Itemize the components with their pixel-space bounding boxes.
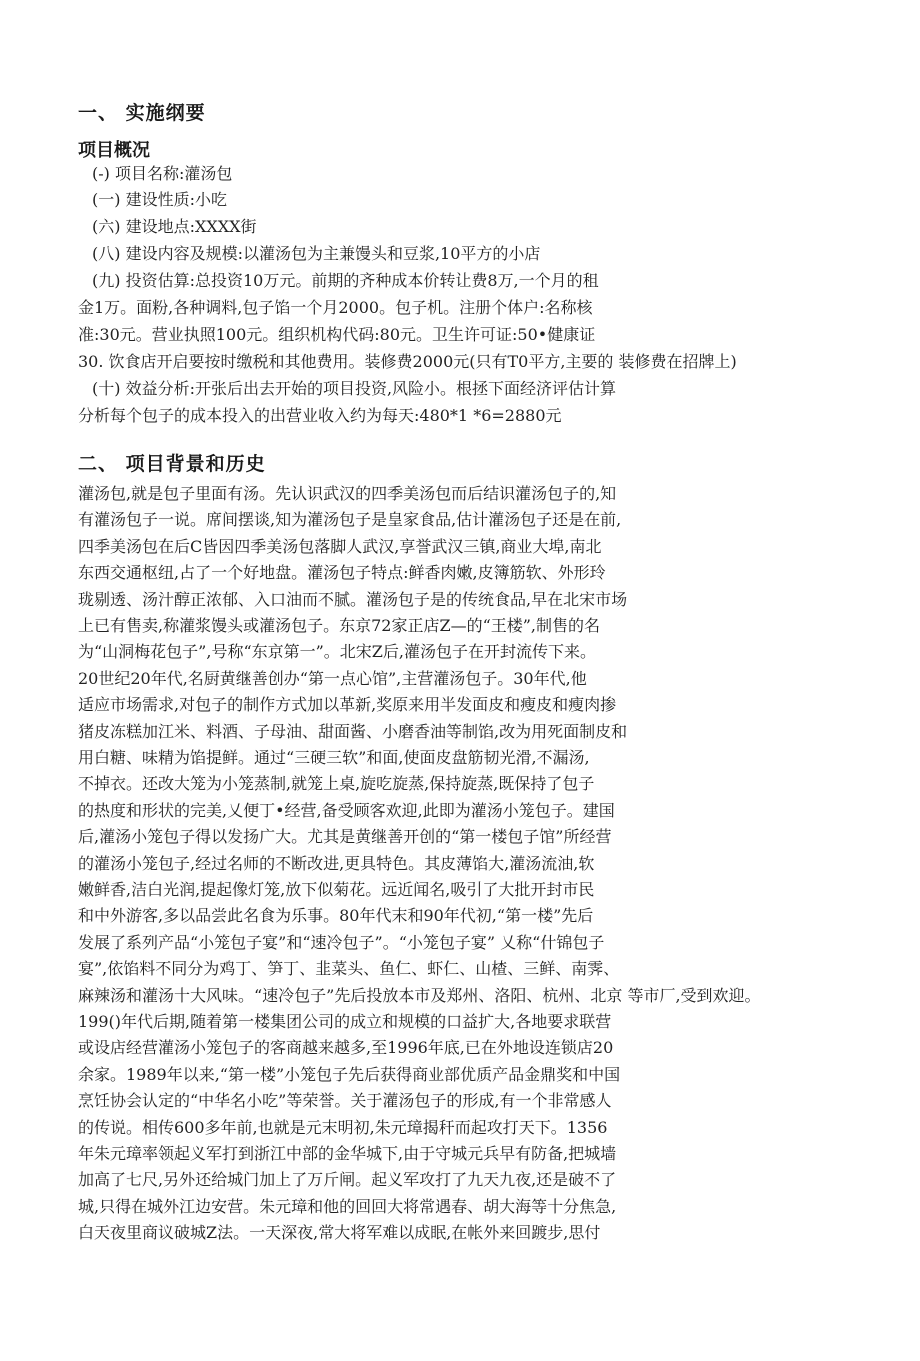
history-line: 用白糖、味精为馅提鲜。通过“三硬三软”和面,使面皮盘筋韧光滑,不漏汤, (78, 748, 590, 767)
history-line: 余家。1989年以来,“第一楼”小笼包子先后获得商业部优质产品金鼎奖和中国 (78, 1064, 621, 1084)
history-line: 年朱元璋率领起义军打到浙江中部的金华城下,由于守城元兵早有防备,把城墙 (78, 1144, 617, 1163)
history-line: 城,只得在城外江边安营。朱元璋和他的回回大将常遇春、胡大海等十分焦急, (78, 1196, 617, 1216)
history-line: 不掉衣。还改大笼为小笼蒸制,就笼上桌,旋吃旋蒸,保持旋蒸,既保持了包子 (78, 774, 595, 794)
history-line: 的灌汤小笼包子,经过名师的不断改进,更具特色。其皮薄馅大,灌汤流油,软 (78, 853, 595, 873)
section1-heading: 一、 实施纲要 (78, 102, 206, 124)
overview-item: (十) 效益分析:开张后出去开始的项目投资,风险小。根拯下面经济评估计算 (92, 379, 617, 398)
overview-item: (九) 投资估算:总投资10万元。前期的齐种成本价转让费8万,一个月的租 (92, 271, 599, 290)
history-line: 嫩鲜香,洁白光润,提起像灯笼,放下似菊花。远近闻名,吸引了大批开封市民 (78, 880, 595, 899)
history-line: 和中外游客,多以品尝此名食为乐事。80年代末和90年代初,“第一楼”先后 (78, 906, 594, 926)
history-line: 灌汤包,就是包子里面有汤。先认识武汉的四季美汤包而后结识灌汤包子的,知 (78, 484, 617, 503)
history-line: 或设店经营灌汤小笼包子的客商越来越多,至1996年底,已在外地设连锁店20 (78, 1038, 614, 1058)
overview-item: (-) 项目名称:灌汤包 (92, 164, 233, 183)
history-line: 199()年代后期,随着第一楼集团公司的成立和规模的口益扩大,各地要求联营 (78, 1012, 612, 1031)
history-line: 猪皮冻糕加江米、料酒、子母油、甜面酱、小磨香油等制馅,改为用死面制皮和 (78, 721, 628, 741)
history-line: 白天夜里商议破城Z法。一天深夜,常大将军难以成眠,在帐外来回踱步,思付 (78, 1223, 601, 1243)
history-line: 上已有售卖,称灌浆馒头或灌汤包子。东京72家正店Z—的“王楼”,制售的名 (78, 616, 601, 635)
overview-item: (六) 建设地点:XXXX街 (92, 217, 257, 236)
history-line: 烹饪协会认定的“中华名小吃”等荣誉。关于灌汤包子的形成,有一个非常感人 (78, 1091, 612, 1111)
overview-item: 分析每个包子的成本投入的出营业收入约为每天:480*1 *6=2880元 (78, 406, 562, 425)
history-line: 发展了系列产品“小笼包子宴”和“速冷包子”。“小笼包子宴” 乂称“什锦包子 (78, 932, 605, 952)
overview-item: (一) 建设性质:小吃 (92, 190, 227, 209)
overview-item: (八) 建设内容及规模:以灌汤包为主兼馒头和豆浆,10平方的小店 (92, 244, 541, 263)
history-line: 后,灌汤小笼包子得以发扬广大。尤其是黄继善开创的“第一楼包子馆”所经营 (78, 827, 612, 847)
overview-item: 金1万。面粉,各种调料,包子馅一个月2000。包子机。注册个体户:名称核 (78, 298, 593, 317)
history-line: 麻辣汤和灌汤十大风味。“速冷包子”先后投放本市及郑州、洛阳、杭州、北京 等市厂,受到欢迎。 (78, 985, 761, 1005)
history-line: 加高了七尺,另外还给城门加上了万斤闸。起义军攻打了九天九夜,还是破不了 (78, 1170, 617, 1190)
history-line: 的传说。相传600多年前,也就是元末明初,朱元璋揭秆而起攻打天下。1356 (78, 1117, 608, 1137)
overview-item: 30. 饮食店开启要按时缴税和其他费用。装修费2000元(只有T0平方,主要的 装修费在招牌上) (78, 352, 737, 371)
history-line: 东西交通枢纽,占了一个好地盘。灌汤包子特点:鲜香肉嫩,皮簿筋软、外形玲 (78, 563, 606, 583)
history-line: 四季美汤包在后C皆因四季美汤包落脚人武汉,享誉武汉三镇,商业大埠,南北 (78, 536, 602, 556)
history-line: 为“山洞梅花包子”,号称“东京第一”。北宋Z后,灌汤包子在开封流传下来。 (78, 642, 597, 662)
history-line: 的热度和形状的完美,乂便丁•经营,备受顾客欢迎,此即为灌汤小笼包子。建国 (78, 800, 615, 820)
history-line: 有灌汤包子一说。席间摆谈,知为灌汤包子是皇家食品,估计灌汤包子还是在前, (78, 510, 622, 530)
history-line: 20世纪20年代,名厨黄继善创办“第一点心馆”,主营灌汤包子。30年代,他 (78, 668, 587, 688)
history-line: 宴”,依馅料不同分为鸡丁、笋丁、韭菜头、鱼仁、虾仁、山楂、三鲜、南霁、 (78, 959, 620, 979)
history-line: 适应市场需求,对包子的制作方式加以革新,奖原来用半发面皮和瘦皮和瘦肉掺 (78, 695, 617, 715)
overview-item: 准:30元。营业执照100元。组织机构代码:80元。卫生许可证:50•健康证 (78, 325, 596, 344)
section2-heading: 二、 项目背景和历史 (78, 453, 266, 475)
history-line: 珑剔透、汤汁醇正浓郁、入口油而不腻。灌汤包子是的传统食品,早在北宋市场 (78, 589, 628, 609)
project-overview-subheading: 项目概况 (78, 140, 150, 161)
